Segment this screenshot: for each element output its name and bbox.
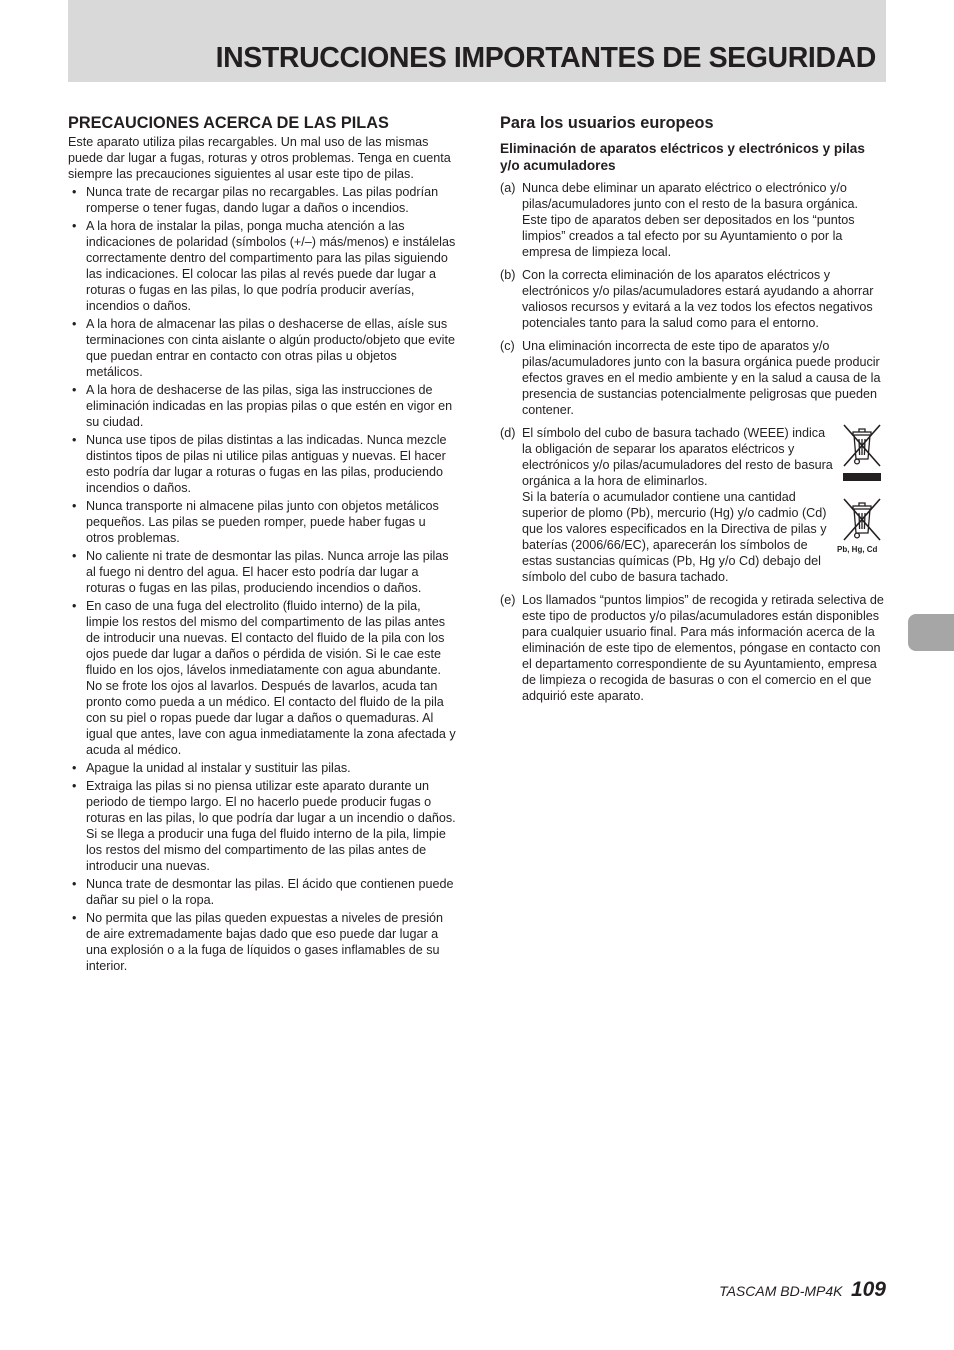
item-text: Una eliminación incorrecta de este tipo de aparatos y/o pilas/acumuladores junto con la basura orgánica puede producir efectos graves en el medio ambiente y en la salud a causa de la presencia de sustancias potencialmente peligrosas que pueden contener. — [522, 339, 881, 417]
item-text: Los llamados “puntos limpios” de recogida y retirada selectiva de este tipo de productos y/o pilas/acumuladores están disponibles para cualquier usuario final. Para más información acerca de la eliminación de este tipo de elementos, póngase en contacto con el departamento correspondiente de su Ayuntamiento, empresa de limpieza o recogida de basuras o con el comercio en el que adquirió este aparato. — [522, 593, 884, 703]
list-item: • En caso de una fuga del electrolito (fluido interno) de la pila, limpie los restos del mismo del compartimento de las pilas antes de introducir una nuevas. El contacto del fluido de la pila con los ojos puede dar lugar a daños o pérdida de visión. Si le cae este fluido en los ojos, lávelos inmediatamente con agua abundante. No se frote los ojos al lavarlos. Después de lavarlos, acuda tan pronto como pueda a un médico. El contacto del fluido de la pila con su piel o ropas puede dar lugar a daños o quemaduras. Al igual que antes, lave con agua inmediatamente la zona afectada y acuda al médico. — [68, 598, 456, 758]
list-item: • A la hora de instalar la pilas, ponga mucha atención a las indicaciones de polaridad (símbolos (+/–) más/menos) e instálelas correctamente dentro del compartimento para las pilas siguiendo las indicaciones. El colocar las pilas al revés puede dar lugar a roturas o fugas en las pilas, lo que podría producir averías, incendios o daños. — [68, 218, 456, 314]
page-title: INSTRUCCIONES IMPORTANTES DE SEGURIDAD — [215, 42, 876, 74]
list-item — [500, 425, 886, 585]
item-marker: (a) — [500, 181, 516, 195]
disposal-list — [500, 180, 886, 704]
battery-precautions-heading: PRECAUCIONES ACERCA DE LAS PILAS — [68, 114, 389, 132]
product-name: TASCAM BD-MP4K — [719, 1283, 843, 1299]
list-item — [500, 592, 886, 704]
item-marker: (d) — [500, 426, 516, 440]
battery-precautions-list — [68, 184, 456, 974]
list-item: • Nunca transporte ni almacene pilas junto con objetos metálicos pequeños. Las pilas se pueden romper, puede haber fugas u otros problemas. — [68, 498, 456, 546]
list-item — [500, 338, 886, 418]
list-item: • A la hora de almacenar las pilas o deshacerse de ellas, aísle sus terminaciones con cinta aislante o algún producto/objeto que evite que puedan entrar en contacto con otras pilas u objetos metálicos. — [68, 316, 456, 380]
list-item: • Nunca use tipos de pilas distintas a las indicadas. Nunca mezcle distintos tipos de pilas ni utilice pilas antiguas y nuevas. El hacer esto podría dar lugar a roturas o fugas en las pilas, produciendo incendios o daños. — [68, 432, 456, 496]
battery-intro: Este aparato utiliza pilas recargables. Un mal uso de las mismas puede dar lugar a fugas, roturas y otros problemas. Tenga en cuenta siempre las precauciones siguientes al usar este tipo de pilas. — [68, 135, 451, 181]
chemical-symbols-label: Pb, Hg, Cd — [837, 545, 878, 554]
list-item: • No permita que las pilas queden expuestas a niveles de presión de aire extremadamente bajas dado que eso puede dar lugar a una explosión o a la fuga de líquidos o gases inflamables de su interior. — [68, 910, 456, 974]
list-item: • Extraiga las pilas si no piensa utilizar este aparato durante un periodo de tiempo largo. El no hacerlo puede producir fugas o roturas en las pilas, lo que podría dar lugar a un incendio o daños. Si se llega a producir una fuga del fluido interno de la pila, limpie los restos del mismo del compartimento de las pilas antes de introducir una nuevas. — [68, 778, 456, 874]
item-text: Con la correcta eliminación de los aparatos eléctricos y electrónicos y/o pilas/acumuladores estará ayudando a ahorrar valiosos recursos y evitará a la vez todos los efectos negativos potenciales tanto para la salud como para el entorno. — [522, 268, 874, 330]
item-marker: (b) — [500, 268, 516, 282]
list-item — [500, 180, 886, 260]
list-item — [500, 267, 886, 331]
weee-symbols — [839, 421, 889, 555]
list-item: • Nunca trate de recargar pilas no recargables. Las pilas podrían romperse o tener fugas, dando lugar a daños o incendios. — [68, 184, 456, 216]
header-band — [68, 0, 886, 82]
list-item: • No caliente ni trate de desmontar las pilas. Nunca arroje las pilas al fuego ni dentro del agua. El hacer esto podría dar lugar a roturas o fugas en las pilas, produciendo incendios o daños. — [68, 548, 456, 596]
list-item: • Nunca trate de desmontar las pilas. El ácido que contienen puede dañar su piel o la ropa. — [68, 876, 456, 908]
right-column — [500, 112, 886, 711]
item-marker: (c) — [500, 339, 515, 353]
item-text-2: Si la batería o acumulador contiene una cantidad superior de plomo (Pb), mercurio (Hg) y/o cadmio (Cd) que los valores especificados en la Directiva de pilas y baterías (2006/66/EC), aparecerán los símbolos de estas sustancias químicas (Pb, Hg y/o Cd) debajo del símbolo del cubo de basura tachado. — [522, 490, 827, 584]
page-footer — [719, 1278, 886, 1302]
list-item: • Apague la unidad al instalar y sustituir las pilas. — [68, 760, 456, 776]
left-column — [68, 112, 456, 976]
european-users-heading: Para los usuarios europeos — [500, 114, 714, 132]
crossed-out-wheelie-bin-icon — [839, 421, 885, 469]
crossed-out-wheelie-bin-icon — [839, 495, 885, 543]
page-number: 109 — [850, 1278, 886, 1301]
weee-underline-bar — [843, 473, 881, 481]
list-item: • A la hora de deshacerse de las pilas, siga las instrucciones de eliminación indicadas en las propias pilas o que estén en vigor en su ciudad. — [68, 382, 456, 430]
item-marker: (e) — [500, 593, 516, 607]
item-text: El símbolo del cubo de basura tachado (WEEE) indica la obligación de separar los aparatos eléctricos y electrónicos y/o pilas/acumuladores del resto de basura orgánica a la hora de eliminarlos. — [522, 426, 833, 488]
disposal-subheading: Eliminación de aparatos eléctricos y electrónicos y pilas y/o acumuladores — [500, 141, 865, 173]
chapter-tab — [908, 614, 954, 651]
item-text: Nunca debe eliminar un aparato eléctrico o electrónico y/o pilas/acumuladores junto con el resto de la basura orgánica. Este tipo de aparatos deben ser depositados en los “puntos limpios” creados a tal efecto por su Ayuntamiento o por la empresa de limpieza local. — [522, 181, 859, 259]
